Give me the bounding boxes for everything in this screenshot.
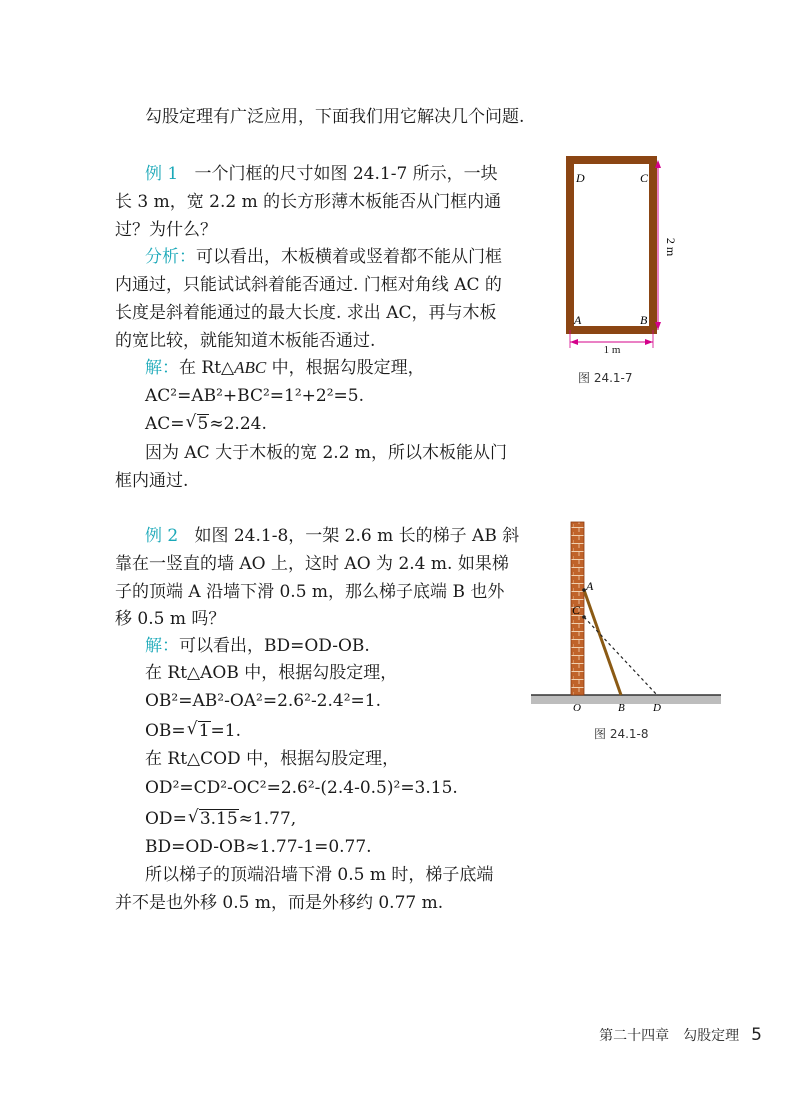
ladder-AB (584, 590, 621, 695)
label-C: C (572, 603, 581, 617)
example1-equation2: AC= √ 5≈2.24. (145, 412, 267, 434)
sqrt-symbol: √ 1 (186, 719, 210, 741)
sqrt-symbol: √ 3.15 (187, 807, 238, 829)
example2-solution-line5: 在 Rt△COD 中，根据勾股定理， (145, 749, 400, 769)
example1-solution-line1: 解：在 Rt△ABC 中，根据勾股定理， (145, 358, 425, 378)
example1-analysis-line1: 分析：可以看出，木板横着或竖着都不能从门框 (145, 247, 502, 267)
example1-analysis-line2: 内通过，只能试试斜着能否通过. 门框对角线 AC 的 (115, 275, 502, 295)
label-D: D (653, 702, 661, 714)
example1-conclusion-line2: 框内通过. (115, 471, 189, 491)
example2-question-line2: 靠在一竖直的墙 AO 上，这时 AO 为 2.4 m. 如果梯 (115, 554, 509, 574)
ladder-figure (525, 520, 725, 716)
example1-analysis-line4: 的宽比较，就能知道木板能否通过. (115, 331, 376, 351)
example1-question-line3: 过？为什么？ (115, 220, 217, 240)
example2-solution-line1: 解：可以看出，BD=OD-OB. (145, 636, 370, 656)
example2-solution-line8: BD=OD-OB≈1.77-1=0.77. (145, 837, 372, 857)
page-number: 5 (751, 1025, 762, 1045)
label-B: B (640, 313, 648, 327)
figure2-caption: 图 24.1-8 (594, 727, 649, 741)
example1-analysis-line3: 长度是斜着能通过的最大长度. 求出 AC，再与木板 (115, 303, 497, 323)
label-B: B (618, 702, 625, 714)
example2-question-line3: 子的顶端 A 沿墙下滑 0.5 m，那么梯子底端 B 也外 (115, 582, 505, 602)
chapter-title: 第二十四章 勾股定理 (599, 1028, 740, 1044)
label-A: A (574, 313, 582, 327)
label-C: C (640, 171, 649, 185)
width-label: 1 m (603, 344, 621, 354)
label-A: A (586, 579, 594, 593)
intro-text: 勾股定理有广泛应用，下面我们用它解决几个问题. (145, 107, 525, 127)
door-frame-figure (560, 152, 680, 354)
example1-equation1: AC²=AB²+BC²=1²+2²=5. (145, 386, 365, 406)
example2-solution-line4: OB= √ 1=1. (145, 719, 241, 741)
example1-conclusion-line1: 因为 AC 大于木板的宽 2.2 m，所以木板能从门 (145, 443, 508, 463)
example2-solution-line2: 在 Rt△AOB 中，根据勾股定理， (145, 663, 398, 683)
example2-conclusion-line2: 并不是也外移 0.5 m，而是外移约 0.77 m. (115, 893, 444, 913)
example2-solution-line6: OD²=CD²-OC²=2.6²-(2.4-0.5)²=3.15. (145, 778, 458, 798)
example2-solution-line3: OB²=AB²-OA²=2.6²-2.4²=1. (145, 691, 381, 711)
example1-question-line1: 例 1 一个门框的尺寸如图 24.1-7 所示，一块 (145, 164, 498, 184)
ladder-CD-dashed (584, 617, 657, 695)
example2-conclusion-line1: 所以梯子的顶端沿墙下滑 0.5 m 时，梯子底端 (145, 865, 494, 885)
example2-label: 例 2 (145, 526, 179, 546)
sqrt-symbol: √ 5 (185, 412, 209, 434)
example2-solution-line7: OD= √ 3.15≈1.77, (145, 807, 297, 829)
figure1-caption: 图 24.1-7 (578, 371, 633, 385)
label-D: D (576, 171, 585, 185)
door-frame (570, 160, 653, 330)
analysis-label: 分析： (145, 247, 196, 267)
solution-label-2: 解： (145, 636, 179, 656)
example1-question-line2: 长 3 m，宽 2.2 m 的长方形薄木板能否从门框内通 (115, 192, 502, 212)
example1-label: 例 1 (145, 164, 179, 184)
example2-question-line4: 移 0.5 m 吗？ (115, 609, 226, 629)
page-footer (599, 1025, 762, 1045)
example2-question-line1: 例 2 如图 24.1-8，一架 2.6 m 长的梯子 AB 斜 (145, 526, 520, 546)
height-label: 2 m (664, 237, 678, 257)
solution-label: 解： (145, 358, 179, 378)
label-O: O (573, 702, 581, 714)
ground (531, 695, 721, 704)
